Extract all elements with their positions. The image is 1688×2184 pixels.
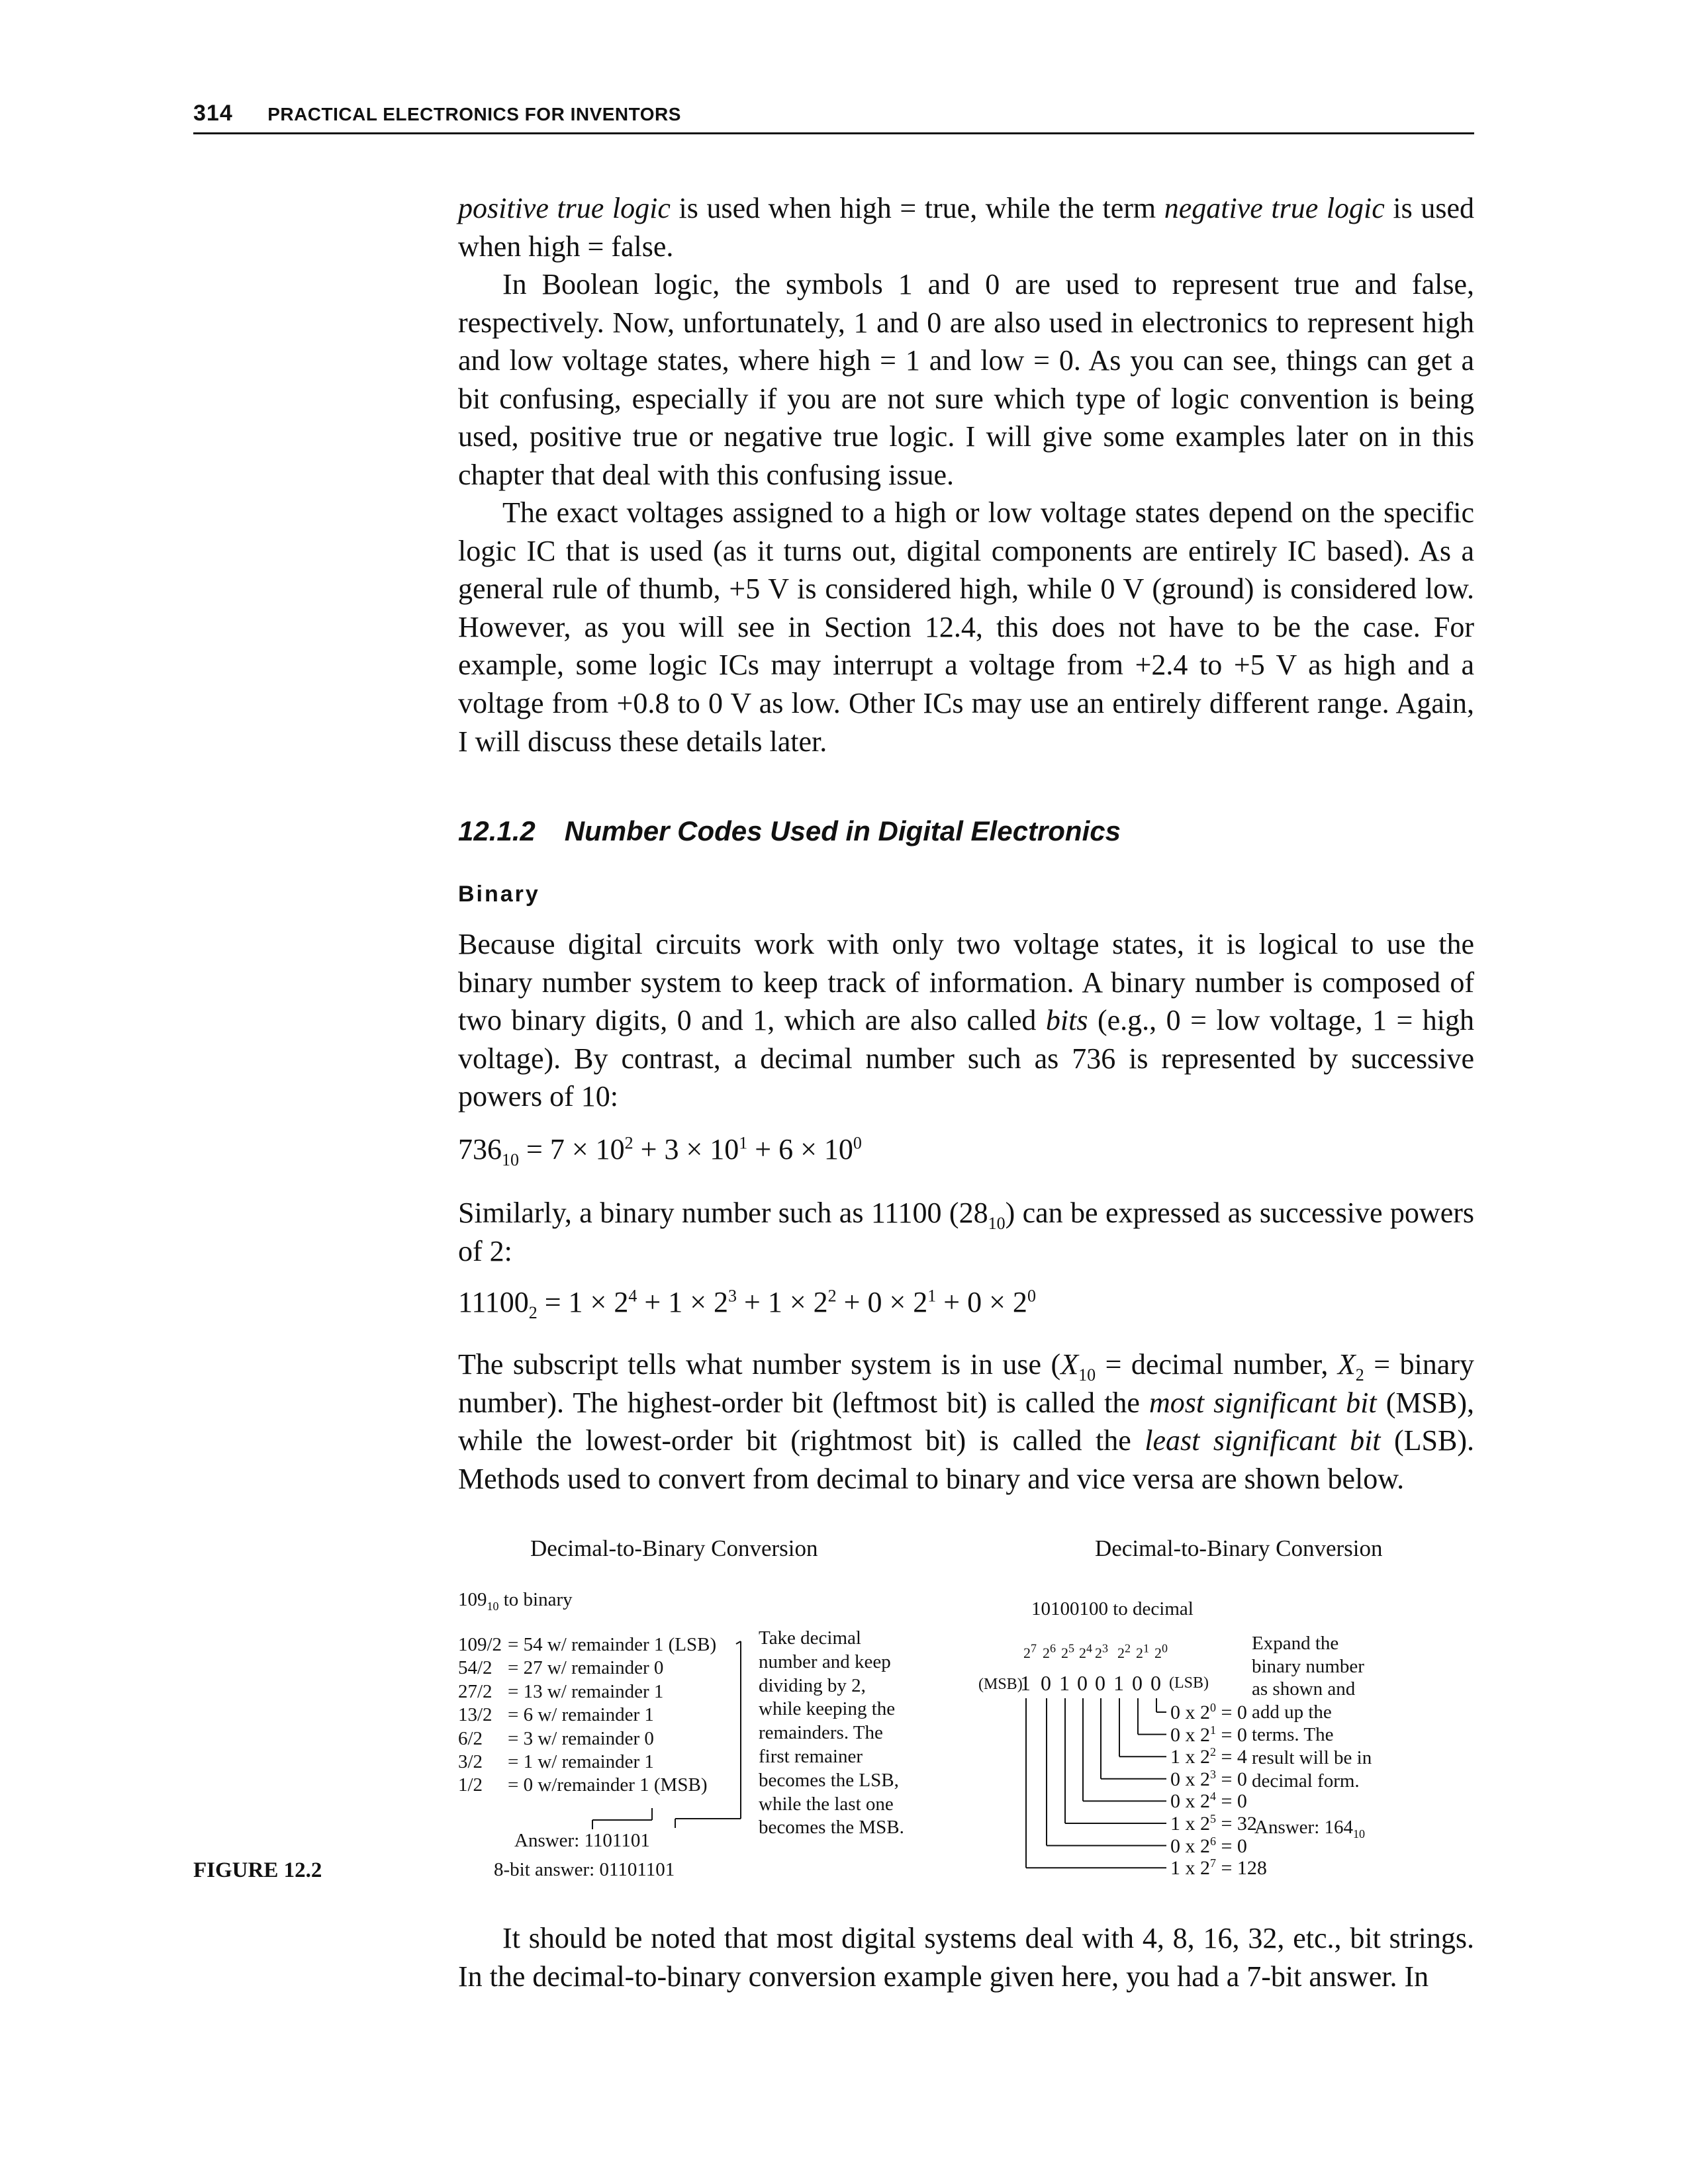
bit-digit: 0	[1132, 1671, 1143, 1695]
eq: 3	[728, 1286, 737, 1306]
var: X	[1060, 1348, 1079, 1381]
t: 10	[487, 1599, 499, 1613]
step-result: = 13 w/ remainder 1	[508, 1680, 664, 1702]
eq: + 0 × 2	[836, 1286, 928, 1318]
t: 2	[1210, 1745, 1216, 1759]
t: = 32	[1216, 1813, 1257, 1835]
t: = 0	[1216, 1723, 1247, 1746]
page-number: 314	[193, 101, 233, 126]
left-figure-title: Decimal-to-Binary Conversion	[530, 1535, 818, 1561]
step-result: = 6 w/ remainder 1	[508, 1704, 654, 1726]
t: 0 x 2	[1170, 1768, 1210, 1790]
right-figure-title: Decimal-to-Binary Conversion	[1095, 1535, 1383, 1561]
t: 6	[1210, 1834, 1216, 1848]
t: 3	[1210, 1767, 1216, 1781]
term: negative true logic	[1164, 192, 1385, 224]
note-line: becomes the MSB.	[759, 1817, 904, 1839]
step-dividend: 27/2	[458, 1680, 492, 1702]
subsection-heading: Binary	[458, 882, 540, 907]
paragraph-2: In Boolean logic, the symbols 1 and 0 are used to represent true and false, respectively. Now, unfortunately, 1 and 0 are also used in electronics to represent high and low voltage states, where high = 1 and low = 0. As you can see, things can get a bit confusing, especially if you are not sure which type of logic convention is being used, positive true or negative true logic. I will give some examples later on in this chapter that deal with this confusing issue.	[458, 268, 1474, 491]
bit-digit: 0	[1041, 1671, 1051, 1695]
text: (e.g., 0 = low voltage, 1 = high voltage). By contrast, a decimal number such as 736 is represented by successive powers of 10:	[458, 1004, 1475, 1113]
step-dividend: 1/2	[458, 1774, 483, 1796]
term: bits	[1045, 1004, 1088, 1037]
var: 2	[1355, 1365, 1364, 1385]
bit-digit: 1	[1020, 1671, 1031, 1695]
note-line: becomes the LSB,	[759, 1769, 899, 1791]
t: 1	[1210, 1723, 1216, 1737]
note-line: while keeping the	[759, 1698, 896, 1720]
t: 4	[1210, 1790, 1216, 1803]
bit-digit: 1	[1059, 1671, 1070, 1695]
section-title: Number Codes Used in Digital Electronics	[564, 815, 1121, 846]
text: = binary number). The highest-order bit (leftmost bit) is called the	[458, 1348, 1474, 1419]
exponent: 7	[1031, 1641, 1037, 1655]
var: 10	[1078, 1365, 1096, 1385]
msb-label: (MSB)	[978, 1676, 1023, 1693]
t: 109	[458, 1589, 487, 1610]
term: positive true logic	[458, 192, 671, 224]
t: = 0	[1216, 1790, 1247, 1813]
eq: = 1 × 2	[537, 1286, 629, 1318]
text: The subscript tells what number system is in use (	[458, 1348, 1061, 1381]
power-of-two: $2^7$	[1023, 1641, 1037, 1661]
eq: 2	[528, 1302, 538, 1322]
text: 10	[988, 1213, 1006, 1233]
figure-label: FIGURE 12.2	[193, 1858, 322, 1882]
note-line: dividing by 2,	[759, 1674, 866, 1696]
exponent: 4	[1086, 1641, 1092, 1655]
t: = 0	[1216, 1835, 1247, 1857]
note-line: remainders. The	[759, 1722, 883, 1744]
note-line: terms. The	[1252, 1724, 1334, 1746]
right-start: 10100100 to decimal	[1031, 1598, 1194, 1619]
eq: 10	[502, 1150, 519, 1169]
bit-digit: 0	[1095, 1671, 1105, 1695]
note-line: Expand the	[1252, 1633, 1339, 1654]
power-of-two: $2^3$	[1095, 1641, 1108, 1661]
step-result: = 54 w/ remainder 1 (LSB)	[508, 1634, 717, 1655]
note-line: as shown and	[1252, 1678, 1356, 1700]
bit-digit: 1	[1113, 1671, 1124, 1695]
text: Similarly, a binary number such as 11100 (28	[458, 1197, 988, 1229]
step-result: = 3 w/ remainder 0	[508, 1727, 654, 1749]
t: 1 x 2	[1170, 1746, 1210, 1768]
note-line: result will be in	[1252, 1747, 1372, 1768]
t: 0 x 2	[1170, 1723, 1210, 1746]
term: most significant bit	[1149, 1386, 1377, 1419]
t: Answer: 164	[1254, 1817, 1354, 1838]
text: (MSB), while the lowest-order bit (rightmost bit) is called the	[458, 1386, 1475, 1457]
t: 0 x 2	[1170, 1790, 1210, 1813]
eq: 0	[853, 1133, 862, 1153]
note-line: number and keep	[759, 1651, 891, 1672]
step-dividend: 3/2	[458, 1751, 483, 1772]
book-title: PRACTICAL ELECTRONICS FOR INVENTORS	[267, 104, 681, 124]
t: 0	[1210, 1701, 1216, 1714]
eq: 2	[624, 1133, 633, 1153]
eq: 1	[927, 1286, 937, 1306]
power-of-two: $2^2$	[1117, 1641, 1131, 1661]
power-of-two: $2^5$	[1061, 1641, 1074, 1661]
t: 1 x 2	[1170, 1857, 1210, 1880]
left-answer: Answer: 1101101	[514, 1830, 650, 1851]
note-line: add up the	[1252, 1701, 1332, 1723]
t: 1 x 2	[1170, 1813, 1210, 1835]
step-dividend: 54/2	[458, 1657, 492, 1679]
paragraph-3: The exact voltages assigned to a high or low voltage states depend on the specific logic IC that is used (as it turns out, digital components are entirely IC based). As a general rule of thumb, +5 V is considered high, while 0 V (ground) is considered low. However, as you will see in Section 12.4, this does not have to be the case. For example, some logic ICs may interrupt a voltage from +2.4 to +5 V as high and a voltage from +0.8 to 0 V as low. Other ICs may use an entirely different range. Again, I will discuss these details later.	[458, 496, 1474, 758]
t: 7	[1210, 1856, 1216, 1870]
eq: 736	[458, 1133, 502, 1165]
power-of-two: $2^0$	[1154, 1641, 1168, 1661]
step-result: = 1 w/ remainder 1	[508, 1751, 654, 1772]
note-line: binary number	[1252, 1655, 1364, 1677]
eq: 11100	[458, 1286, 529, 1318]
eq: 2	[827, 1286, 837, 1306]
text: ) can be expressed as successive powers of 2:	[458, 1197, 1474, 1267]
eq: 4	[628, 1286, 637, 1306]
bit-digit: 0	[1077, 1671, 1088, 1695]
exponent: 2	[1125, 1641, 1131, 1655]
step-result: = 27 w/ remainder 0	[508, 1657, 664, 1679]
lsb-label: (LSB)	[1169, 1674, 1209, 1692]
exponent: 1	[1143, 1641, 1149, 1655]
text: = decimal number,	[1096, 1348, 1338, 1381]
t: = 4	[1216, 1746, 1247, 1768]
exponent: 5	[1068, 1641, 1074, 1655]
eq: + 1 × 2	[637, 1286, 729, 1318]
section-number: 12.1.2	[458, 815, 536, 846]
step-result: = 0 w/remainder 1 (MSB)	[508, 1774, 708, 1796]
left-answer-8bit: 8-bit answer: 01101101	[494, 1859, 675, 1880]
note-line: decimal form.	[1252, 1770, 1360, 1792]
exponent: 3	[1102, 1641, 1108, 1655]
t: 10	[1353, 1827, 1366, 1841]
eq: = 7 × 10	[519, 1133, 625, 1165]
step-dividend: 13/2	[458, 1704, 492, 1726]
term: least significant bit	[1145, 1424, 1381, 1457]
power-of-two: $2^6$	[1043, 1641, 1056, 1661]
t: = 0	[1216, 1768, 1247, 1790]
text: is used when high = true, while the term	[670, 192, 1164, 224]
t: to binary	[498, 1589, 573, 1610]
eq: 1	[739, 1133, 748, 1153]
exponent: 6	[1050, 1641, 1056, 1655]
text: (LSB). Methods used to convert from decimal to binary and vice versa are shown below.	[458, 1424, 1475, 1495]
step-dividend: 109/2	[458, 1634, 502, 1655]
eq: + 0 × 2	[936, 1286, 1027, 1318]
t: 0 x 2	[1170, 1835, 1210, 1857]
connector-line	[736, 1641, 741, 1644]
note-line: while the last one	[759, 1793, 894, 1815]
t: 0 x 2	[1170, 1702, 1210, 1723]
power-of-two: $2^1$	[1136, 1641, 1149, 1661]
note-line: first remainer	[759, 1746, 863, 1767]
t: 5	[1210, 1812, 1216, 1825]
bit-digit: 0	[1150, 1671, 1161, 1695]
eq: + 1 × 2	[737, 1286, 828, 1318]
note-line: Take decimal	[759, 1627, 861, 1649]
text: is used when high = false.	[458, 192, 1474, 263]
eq: 0	[1027, 1286, 1036, 1306]
var: X	[1337, 1348, 1356, 1381]
eq: + 6 × 10	[747, 1133, 853, 1165]
text: Because digital circuits work with only two voltage states, it is logical to use the binary number system to keep track of information. A binary number is composed of two binary digits, 0 and 1, which are also called	[458, 928, 1474, 1037]
exponent: 0	[1162, 1641, 1168, 1655]
t: = 128	[1216, 1857, 1267, 1880]
step-dividend: 6/2	[458, 1727, 483, 1749]
t: = 0	[1216, 1702, 1247, 1723]
eq: + 3 × 10	[633, 1133, 739, 1165]
power-of-two: $2^4$	[1079, 1641, 1092, 1661]
paragraph-7: It should be noted that most digital systems deal with 4, 8, 16, 32, etc., bit strings. In the decimal-to-binary conversion example given here, you had a 7-bit answer. In	[458, 1922, 1474, 1993]
